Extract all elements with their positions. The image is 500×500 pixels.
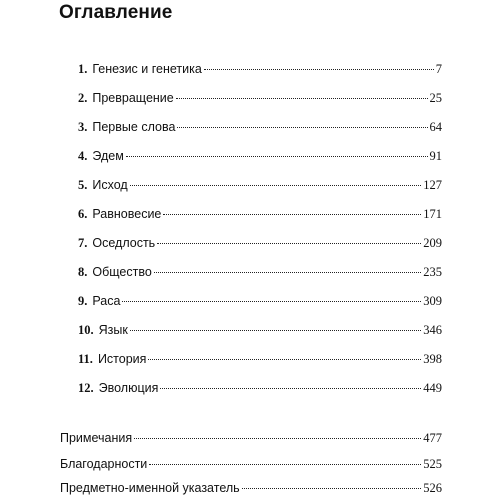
- chapter-number: 8.: [78, 265, 88, 279]
- chapter-title: Генезис и генетика: [92, 62, 202, 76]
- chapter-title: Эдем: [92, 149, 124, 163]
- chapter-number: 6.: [78, 207, 88, 221]
- toc-entry-chapter-7[interactable]: [78, 233, 442, 253]
- toc-entry-chapter-6[interactable]: [78, 204, 442, 224]
- page-number: 477: [423, 431, 442, 445]
- chapter-number: 7.: [78, 236, 88, 250]
- dot-leader: [160, 388, 421, 389]
- toc-entry-chapter-10[interactable]: [78, 320, 442, 340]
- toc-entry-chapter-4[interactable]: [78, 146, 442, 166]
- dot-leader: [126, 156, 428, 157]
- toc-entry-chapter-8[interactable]: [78, 262, 442, 282]
- chapter-number: 1.: [78, 62, 88, 76]
- dot-leader: [148, 359, 421, 360]
- chapter-number: 4.: [78, 149, 88, 163]
- toc-entry-chapter-9[interactable]: [78, 291, 442, 311]
- chapter-title: Оседлость: [92, 236, 156, 250]
- page-number: 127: [423, 178, 442, 192]
- dot-leader: [134, 438, 421, 439]
- section-title: Благодарности: [60, 457, 148, 471]
- page-number: 91: [429, 149, 442, 163]
- dot-leader: [242, 488, 422, 489]
- chapter-number: 12.: [78, 381, 94, 395]
- chapter-title: Превращение: [92, 91, 174, 105]
- page-number: 525: [423, 457, 442, 471]
- dot-leader: [176, 98, 428, 99]
- chapter-title: Исход: [92, 178, 128, 192]
- page-number: 171: [423, 207, 442, 221]
- chapter-title: Первые слова: [92, 120, 176, 134]
- page-number: 398: [423, 352, 442, 366]
- chapter-number: 5.: [78, 178, 88, 192]
- chapter-number: 9.: [78, 294, 88, 308]
- toc-entry-chapter-1[interactable]: [78, 59, 442, 79]
- dot-leader: [149, 464, 421, 465]
- page-number: 235: [423, 265, 442, 279]
- chapter-number: 3.: [78, 120, 88, 134]
- chapter-title: Общество: [92, 265, 152, 279]
- chapter-number: 10.: [78, 323, 94, 337]
- page-number: 209: [423, 236, 442, 250]
- page-number: 346: [423, 323, 442, 337]
- dot-leader: [204, 69, 434, 70]
- page-number: 7: [435, 62, 442, 76]
- chapter-title: Раса: [92, 294, 121, 308]
- page-number: 25: [429, 91, 442, 105]
- chapter-number: 11.: [78, 352, 93, 366]
- page-title: Оглавление: [59, 2, 173, 23]
- chapter-title: Эволюция: [98, 381, 159, 395]
- dot-leader: [157, 243, 421, 244]
- dot-leader: [154, 272, 421, 273]
- page-number: 449: [423, 381, 442, 395]
- toc-entry-notes[interactable]: [60, 428, 442, 448]
- chapter-number: 2.: [78, 91, 88, 105]
- dot-leader: [163, 214, 421, 215]
- dot-leader: [122, 301, 421, 302]
- toc-entry-chapter-11[interactable]: [78, 349, 442, 369]
- page-number: 526: [423, 481, 442, 495]
- toc-entry-chapter-3[interactable]: [78, 117, 442, 137]
- section-title: Примечания: [60, 431, 133, 445]
- page-number: 309: [423, 294, 442, 308]
- toc-entry-chapter-5[interactable]: [78, 175, 442, 195]
- dot-leader: [130, 330, 421, 331]
- dot-leader: [130, 185, 422, 186]
- page-number: 64: [429, 120, 442, 134]
- dot-leader: [177, 127, 427, 128]
- toc-entry-chapter-12[interactable]: [78, 378, 442, 398]
- chapter-title: История: [97, 352, 147, 366]
- section-title: Предметно-именной указатель: [60, 481, 240, 495]
- toc-entry-acknowledgements[interactable]: [60, 454, 442, 474]
- toc-entry-index[interactable]: [60, 478, 442, 498]
- chapter-title: Равновесие: [92, 207, 162, 221]
- chapter-title: Язык: [98, 323, 128, 337]
- toc-entry-chapter-2[interactable]: [78, 88, 442, 108]
